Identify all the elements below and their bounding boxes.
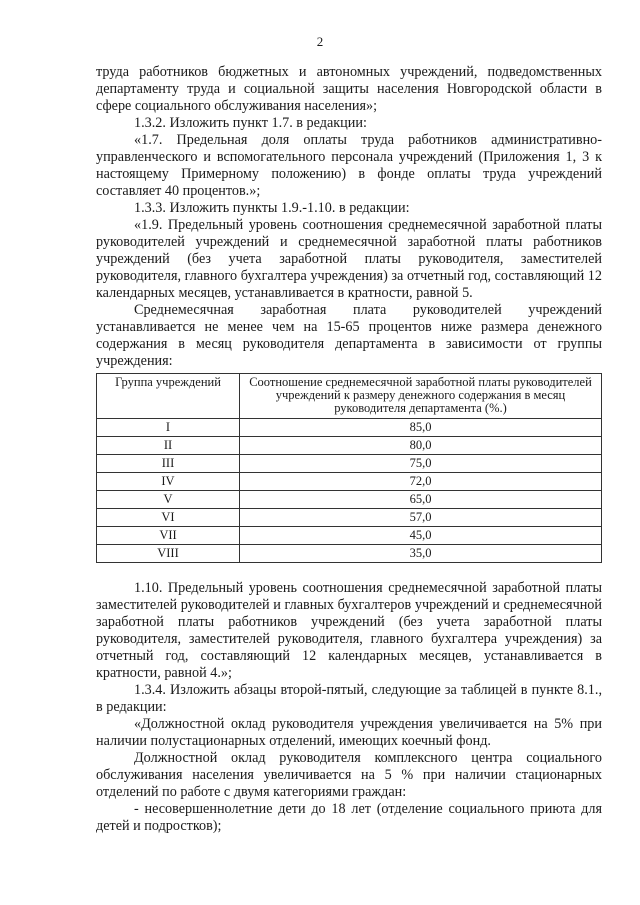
table-row — [97, 527, 602, 545]
table-cell-value: 45,0 — [240, 527, 602, 545]
paragraph: «1.7. Предельная доля оплаты труда работников административно-управленческого и вспомогательного персонала учреждений (Приложения 1, 3 к настоящему Примерному положению) в фонде оплаты труда учреждений составляет 40 процентов.»; — [96, 132, 602, 199]
page-number: 2 — [316, 34, 324, 49]
table-row — [97, 509, 602, 527]
paragraph: «Должностной оклад руководителя учреждения увеличивается на 5% при наличии полустационарных отделений, имеющих коечный фонд. — [96, 716, 602, 749]
table-header-group: Группа учреждений — [97, 374, 240, 419]
table-cell-value: 75,0 — [240, 455, 602, 473]
table-cell-value: 85,0 — [240, 419, 602, 437]
table-header-ratio: Соотношение среднемесячной заработной платы руководителей учреждений к размеру денежного содержания в месяц руководителя департамента (%.) — [240, 374, 602, 419]
table-cell-value: 65,0 — [240, 491, 602, 509]
paragraph: 1.3.2. Изложить пункт 1.7. в редакции: — [134, 115, 367, 131]
table-row — [97, 491, 602, 509]
table-header-row — [97, 374, 602, 419]
paragraph: 1.3.3. Изложить пункты 1.9.-1.10. в редакции: — [134, 200, 410, 216]
salary-ratio-table — [96, 373, 602, 563]
table-cell-group: IV — [97, 473, 240, 491]
table-row — [97, 419, 602, 437]
table-row — [97, 455, 602, 473]
table-row — [97, 437, 602, 455]
paragraph: 1.10. Предельный уровень соотношения среднемесячной заработной платы заместителей руководителей и главных бухгалтеров учреждений и среднемесячной заработной платы работников учреждений (без учета заработной платы руководителя, заместителей руководителя, главного бухгалтера учреждения) за отчетный год, составляющий 12 календарных месяцев, устанавливается в кратности, равной 4.»; — [96, 580, 602, 681]
paragraph: - несовершеннолетние дети до 18 лет (отделение социального приюта для детей и подростков); — [96, 801, 602, 834]
paragraph: «1.9. Предельный уровень соотношения среднемесячной заработной платы руководителей учреждений и среднемесячной заработной платы работников учреждений (без учета заработной платы руководителя, заместителей руководителя, главного бухгалтера учреждения) за отчетный год, составляющий 12 календарных месяцев, устанавливается в кратности, равной 5. — [96, 217, 602, 301]
table-row — [97, 473, 602, 491]
document-body — [96, 64, 602, 835]
table-cell-group: III — [97, 455, 240, 473]
table-row — [97, 545, 602, 563]
paragraph: Должностной оклад руководителя комплексного центра социального обслуживания населения увеличивается на 5 % при наличии стационарных отделений по работе с двумя категориями граждан: — [96, 750, 602, 800]
paragraph: труда работников бюджетных и автономных учреждений, подведомственных департаменту труда и социальной защиты населения Новгородской области в сфере социального обслуживания населения»; — [96, 64, 602, 114]
table-cell-value: 57,0 — [240, 509, 602, 527]
table-cell-group: V — [97, 491, 240, 509]
paragraph: 1.3.4. Изложить абзацы второй-пятый, следующие за таблицей в пункте 8.1., в редакции: — [96, 682, 602, 715]
table-cell-value: 80,0 — [240, 437, 602, 455]
table-cell-group: VII — [97, 527, 240, 545]
paragraph: Среднемесячная заработная плата руководителей учреждений устанавливается не менее чем на 15-65 процентов ниже размера денежного содержания в месяц руководителя департамента в зависимости от группы учреждения: — [96, 302, 602, 369]
table-cell-group: I — [97, 419, 240, 437]
table-cell-group: VIII — [97, 545, 240, 563]
table-cell-group: VI — [97, 509, 240, 527]
table-cell-value: 35,0 — [240, 545, 602, 563]
table-cell-value: 72,0 — [240, 473, 602, 491]
table-cell-group: II — [97, 437, 240, 455]
